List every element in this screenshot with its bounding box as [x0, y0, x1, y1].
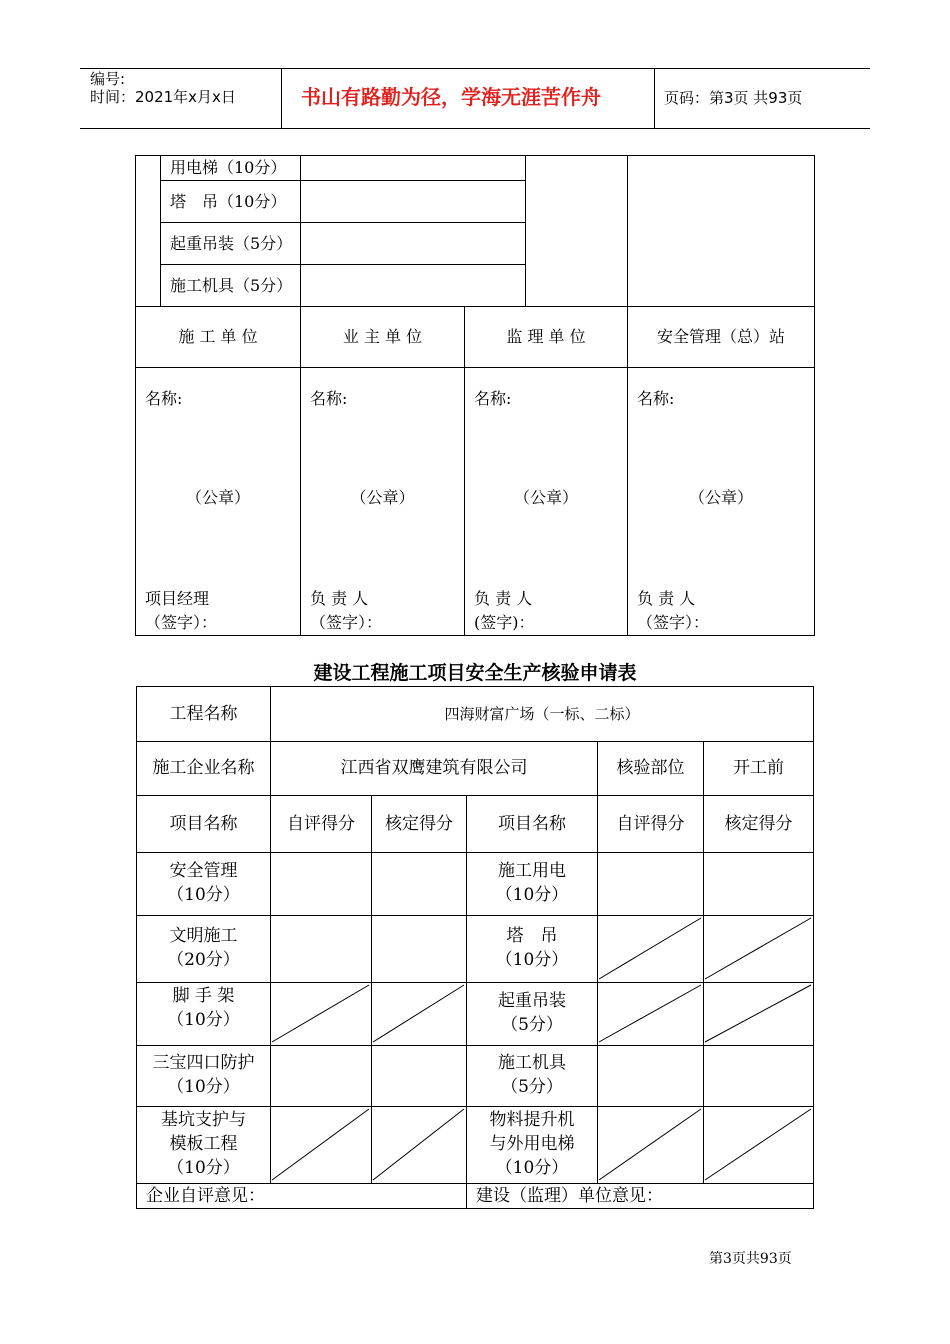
name-label-4: 名称: [637, 389, 675, 408]
col-self-right: 自评得分 [616, 814, 685, 834]
na-slash [597, 1106, 703, 1183]
left-item-5: 基坑支护与 模板工程 （10分） [161, 1110, 246, 1178]
self-opinion-label: 企业自评意见： [146, 1186, 265, 1206]
company-label: 施工企业名称 [152, 758, 255, 778]
signer-sign-1: （签字）： [145, 613, 218, 632]
item-lifting: 起重吊装（5分） [170, 234, 293, 253]
signer-role-2: 负 责 人 [310, 589, 369, 608]
unit-supervisor: 监 理 单 位 [506, 327, 586, 346]
seal-label-1: （公章） [185, 488, 250, 507]
form-title: 建设工程施工项目安全生产核验申请表 [313, 662, 637, 684]
name-label-3: 名称: [474, 389, 512, 408]
left-item-3: 脚 手 架 （10分） [167, 986, 240, 1030]
left-item-2: 文明施工 （20分） [167, 926, 240, 970]
item-elevator: 用电梯（10分） [170, 158, 287, 177]
time-label: 时间：2021年x月x日 [90, 88, 236, 106]
na-slash [703, 982, 813, 1045]
left-item-4: 三宝四口防护 （10分） [152, 1053, 255, 1097]
na-slash [597, 982, 703, 1045]
name-label-2: 名称: [310, 389, 348, 408]
na-slash [597, 915, 703, 982]
unit-construction: 施 工 单 位 [178, 327, 258, 346]
right-item-3: 起重吊装 （5分） [498, 991, 566, 1035]
serial-label: 编号: [90, 70, 126, 88]
right-item-1: 施工用电 （10分） [495, 861, 569, 905]
signer-sign-4: （签字）： [637, 613, 710, 632]
na-slash [371, 982, 466, 1045]
col-item-left: 项目名称 [169, 814, 238, 834]
col-item-right: 项目名称 [498, 814, 566, 834]
item-machinery: 施工机具（5分） [170, 276, 293, 295]
signer-role-4: 负 责 人 [637, 589, 696, 608]
col-verify-right: 核定得分 [724, 814, 793, 834]
seal-label-3: （公章） [513, 488, 578, 507]
col-self-left: 自评得分 [287, 814, 355, 834]
na-slash [270, 1106, 371, 1183]
seal-label-4: （公章） [688, 488, 753, 507]
na-slash [703, 915, 813, 982]
motto: 书山有路勤为径，学海无涯苦作舟 [301, 85, 601, 109]
footer-page: 第3页共93页 [709, 1251, 792, 1267]
check-part-value: 开工前 [733, 758, 784, 778]
na-slash [270, 982, 371, 1045]
name-label-1: 名称: [145, 389, 183, 408]
check-part-label: 核验部位 [616, 758, 685, 778]
signer-role-3: 负 责 人 [474, 589, 533, 608]
signer-sign-2: （签字）： [310, 613, 383, 632]
item-tower-crane: 塔 吊（10分） [170, 192, 287, 211]
project-name-value: 四海财富广场（一标、二标） [444, 705, 640, 723]
seal-label-2: （公章） [350, 488, 415, 507]
page-info: 页码：第3页 共93页 [664, 89, 803, 107]
company-value: 江西省双鹰建筑有限公司 [340, 758, 528, 778]
right-item-5: 物料提升机 与外用电梯 （10分） [489, 1110, 575, 1178]
signer-sign-3: (签字)： [474, 613, 535, 632]
col-verify-left: 核定得分 [385, 814, 453, 834]
build-opinion-label: 建设（监理）单位意见： [476, 1186, 663, 1206]
right-item-2: 塔 吊 （10分） [495, 926, 569, 970]
na-slash [703, 1106, 813, 1183]
signer-role-1: 项目经理 [145, 589, 210, 608]
na-slash [371, 1106, 466, 1183]
left-item-1: 安全管理 （10分） [167, 861, 240, 905]
right-item-4: 施工机具 （5分） [498, 1053, 566, 1097]
unit-safety-station: 安全管理（总）站 [656, 327, 785, 346]
project-name-label: 工程名称 [169, 704, 238, 724]
unit-owner: 业 主 单 位 [342, 327, 423, 346]
